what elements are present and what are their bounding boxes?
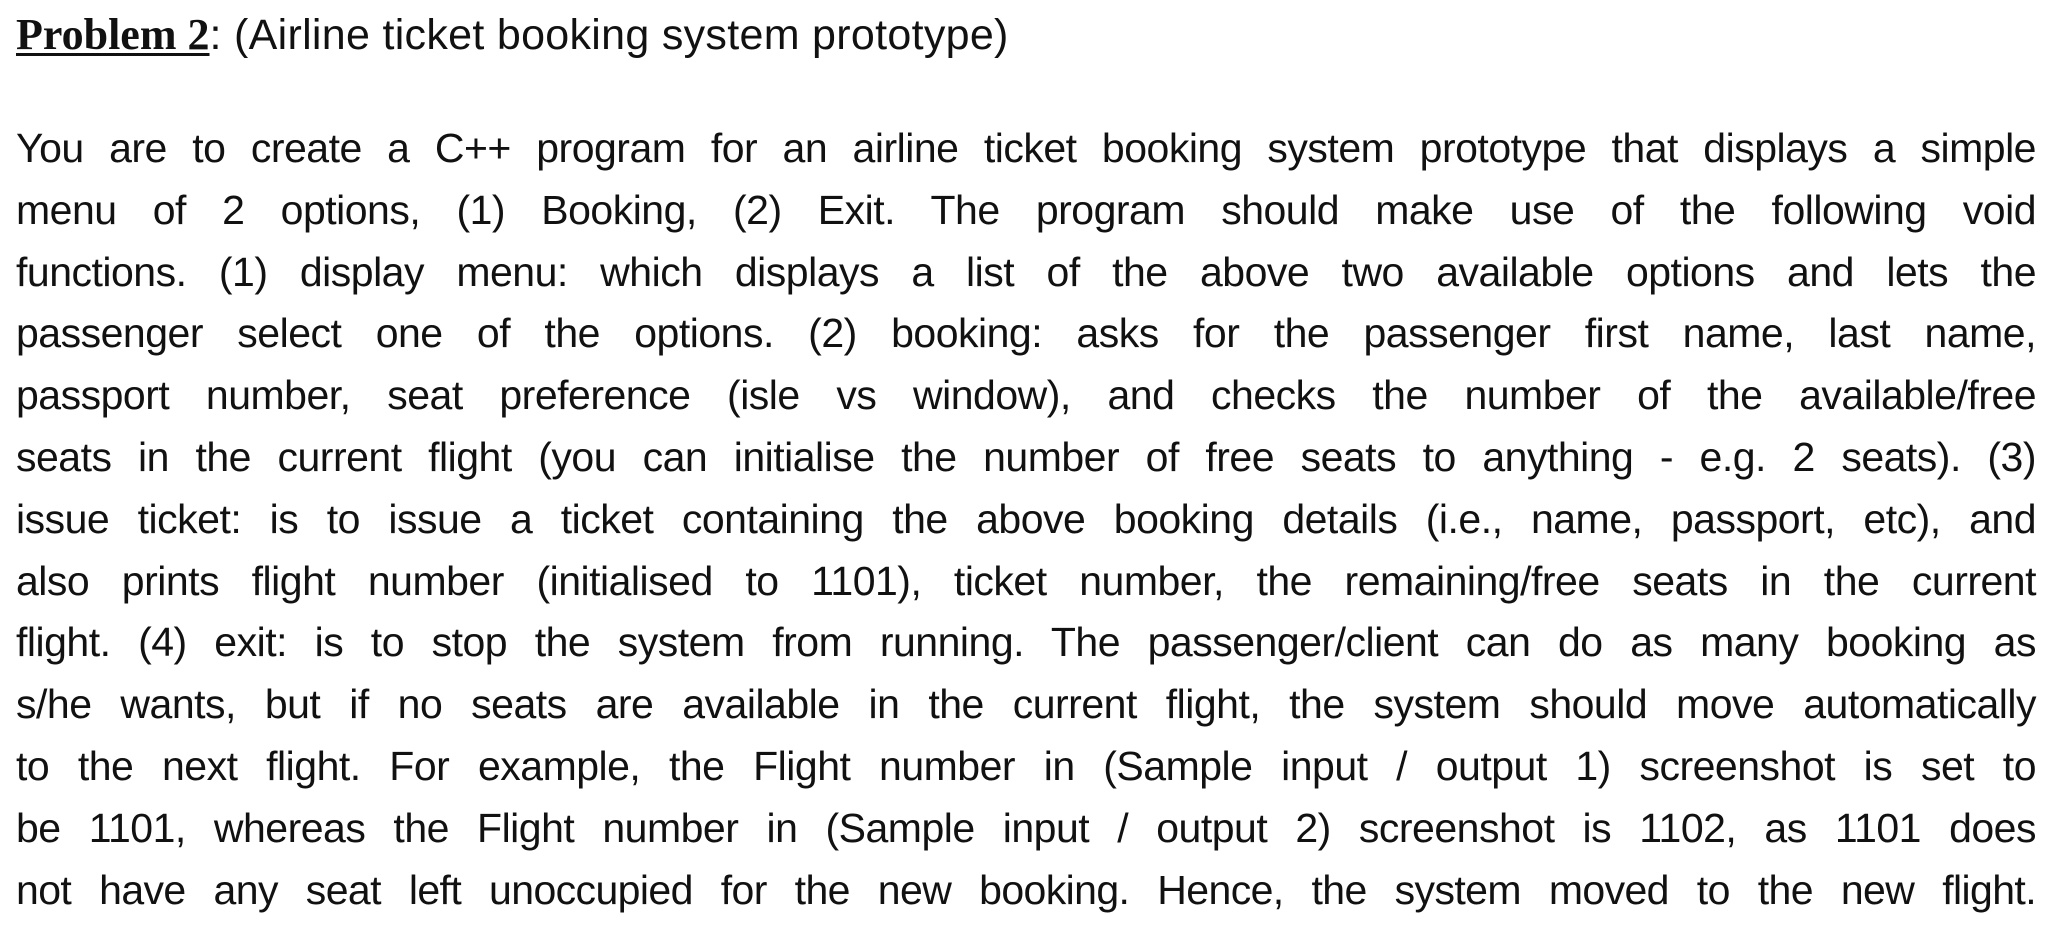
problem-title: : (Airline ticket booking system prototype) xyxy=(209,11,1009,59)
paragraph-line: passenger select one of the options. (2) booking: asks for the passenger first name, last name, xyxy=(16,310,2036,357)
paragraph-line: menu of 2 options, (1) Booking, (2) Exit. The program should make use of the following void xyxy=(16,186,2036,233)
paragraph-line: to the next flight. For example, the Flight number in (Sample input / output 1) screenshot is set to xyxy=(16,742,2036,789)
paragraph-line: s/he wants, but if no seats are available in the current flight, the system should move automatically xyxy=(16,681,2036,728)
paragraph-line: also prints flight number (initialised to 1101), ticket number, the remaining/free seats in the current xyxy=(16,557,2036,604)
paragraph-line: issue ticket: is to issue a ticket containing the above booking details (i.e., name, passport, etc), and xyxy=(16,495,2036,542)
paragraph-line: seats in the current flight (you can initialise the number of free seats to anything - e.g. 2 seats). (3) xyxy=(16,433,2036,480)
paragraph-line: flight. (4) exit: is to stop the system from running. The passenger/client can do as many booking as xyxy=(16,619,2036,666)
problem-description xyxy=(16,118,2036,921)
problem-label: Problem 2 xyxy=(16,10,210,59)
problem-heading xyxy=(16,4,2036,66)
document-page xyxy=(16,4,2036,921)
paragraph-line: You are to create a C++ program for an airline ticket booking system prototype that displays a simple xyxy=(16,125,2036,171)
paragraph-line: passport number, seat preference (isle vs window), and checks the number of the available/free xyxy=(16,372,2036,419)
paragraph-line: be 1101, whereas the Flight number in (Sample input / output 2) screenshot is 1102, as 1101 does xyxy=(16,804,2036,851)
paragraph-line: not have any seat left unoccupied for the new booking. Hence, the system moved to the new flight. xyxy=(16,866,2036,913)
paragraph-line: functions. (1) display menu: which displays a list of the above two available options and lets the xyxy=(16,248,2036,295)
